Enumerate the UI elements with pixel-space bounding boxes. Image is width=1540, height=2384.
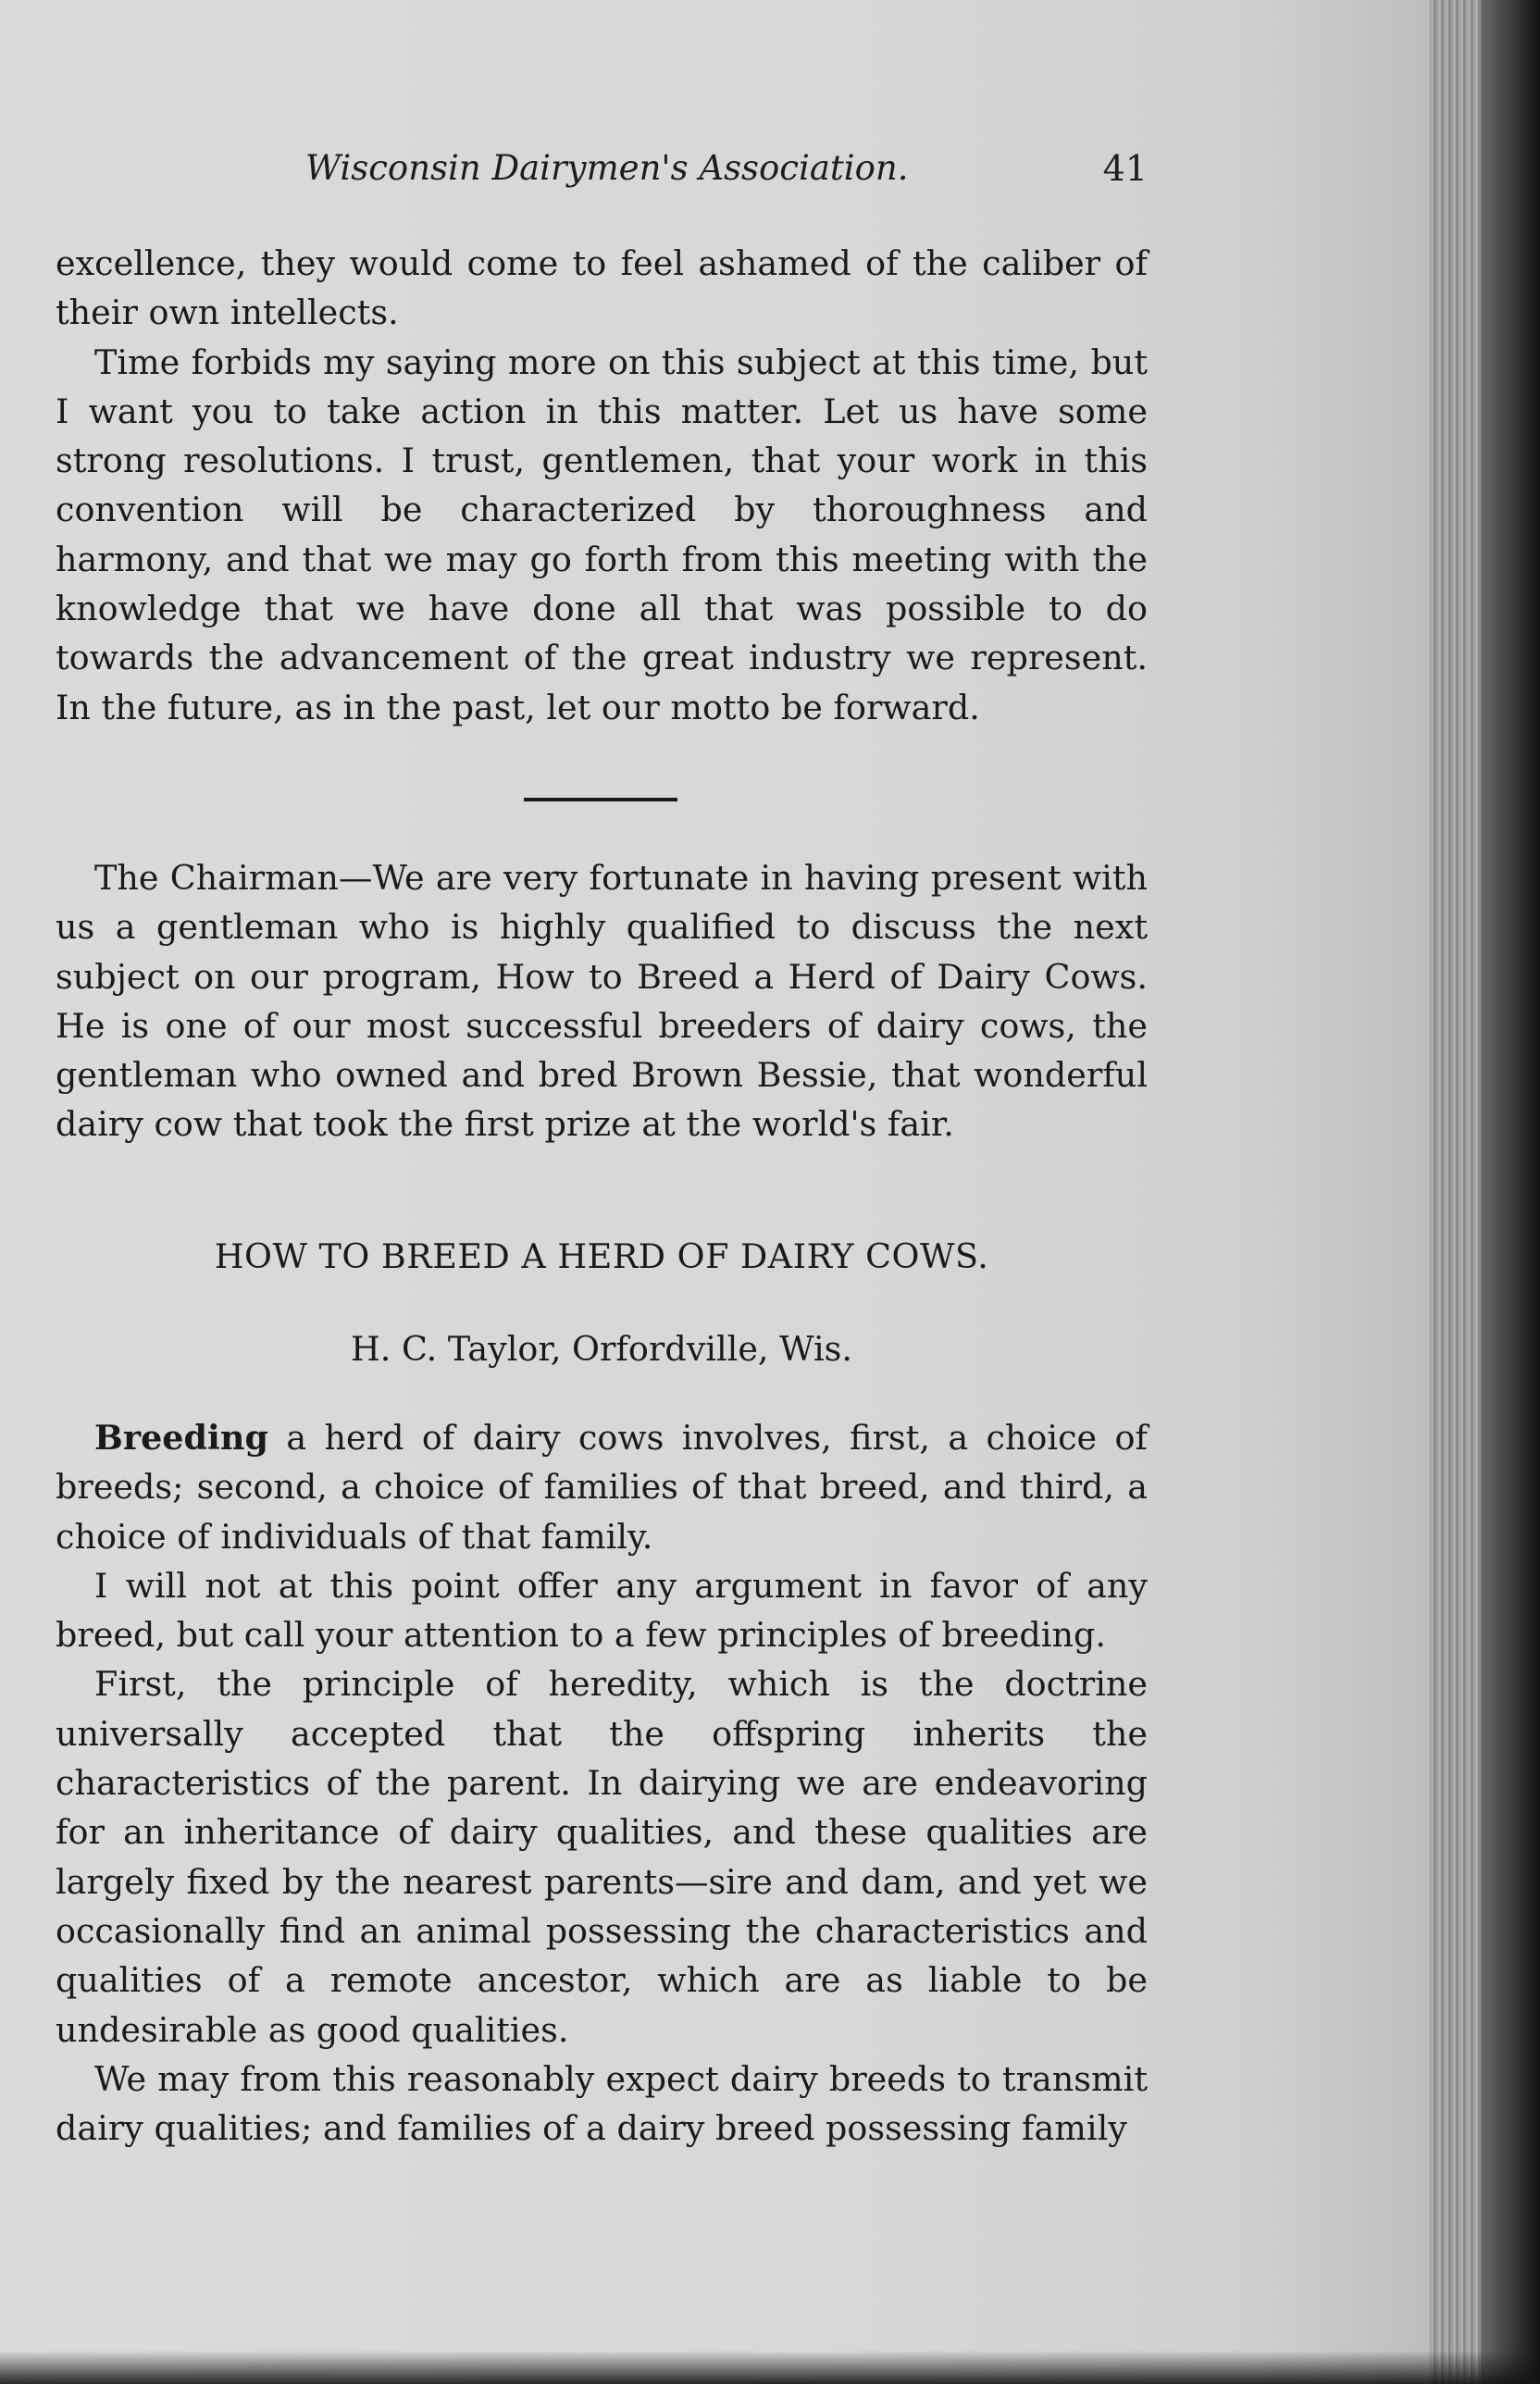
running-head (56, 148, 1148, 204)
article-body (56, 1413, 1148, 2153)
section-divider (524, 798, 677, 801)
article-byline: H. C. Taylor, Orfordville, Wis. (350, 1329, 853, 1369)
paragraph-breeding-rest: a herd of dairy cows involves, first, a choice of breeds; second, a choice of families of that breed, and third, a choice of individuals of that family. (56, 1418, 1148, 1557)
paragraph-resolutions: Time forbids my saying more on this subject at this time, but I want you to take action in this matter. Let us have some strong resolutions. I trust, gentlemen, that your work in this convention will be characterized by thoroughness and harmony, and that we may go forth from this meeting with the knowledge that we have done all that was possible to do towards the advancement of the great industry we represent. In the future, as in the past, let our motto be forward. (56, 341, 1148, 727)
paragraph-principles: I will not at this point offer any argument in favor of any breed, but call your attention to a few principles of breeding. (56, 1565, 1148, 1656)
article-heading: HOW TO BREED A HERD OF DAIRY COWS. (214, 1236, 989, 1276)
closing-address-text (56, 239, 1148, 732)
paragraph-transmit: We may from this reasonably expect dairy breeds to transmit dairy qualities; and families of a dairy breed possessing family (56, 2058, 1148, 2149)
paragraph-chairman: The Chairman—We are very fortunate in having present with us a gentleman who is highly qualified to discuss the next subject on our program, How to Breed a Herd of Dairy Cows. He is one of our most successful breeders of dairy cows, the gentleman who owned and bred Brown Bessie, that wonderful dairy cow that took the first prize at the world's fair. (56, 858, 1148, 1145)
paragraph-heredity: First, the principle of heredity, which is the doctrine universally accepted that the offspring inherits the characteristics of the parent. In dairying we are endeavoring for an inheritance of dairy qualities, and these qualities are largely fixed by the nearest parents—sire and dam, and yet we occasionally find an animal possessing the characteristics and qualities of a remote ancestor, which are as liable to be undesirable as good qualities. (56, 1664, 1148, 2050)
paragraph-continued: excellence, they would come to feel ashamed of the caliber of their own intellects. (56, 243, 1148, 333)
chairman-introduction (56, 853, 1148, 1149)
page-number: 41 (1102, 148, 1148, 189)
binding-shadow (1481, 0, 1540, 2384)
lead-word: Breeding (94, 1418, 268, 1458)
paragraph-breeding (56, 1413, 1148, 1561)
running-title: Wisconsin Dairymen's Association. (305, 148, 909, 188)
bottom-shadow (0, 2351, 1540, 2384)
